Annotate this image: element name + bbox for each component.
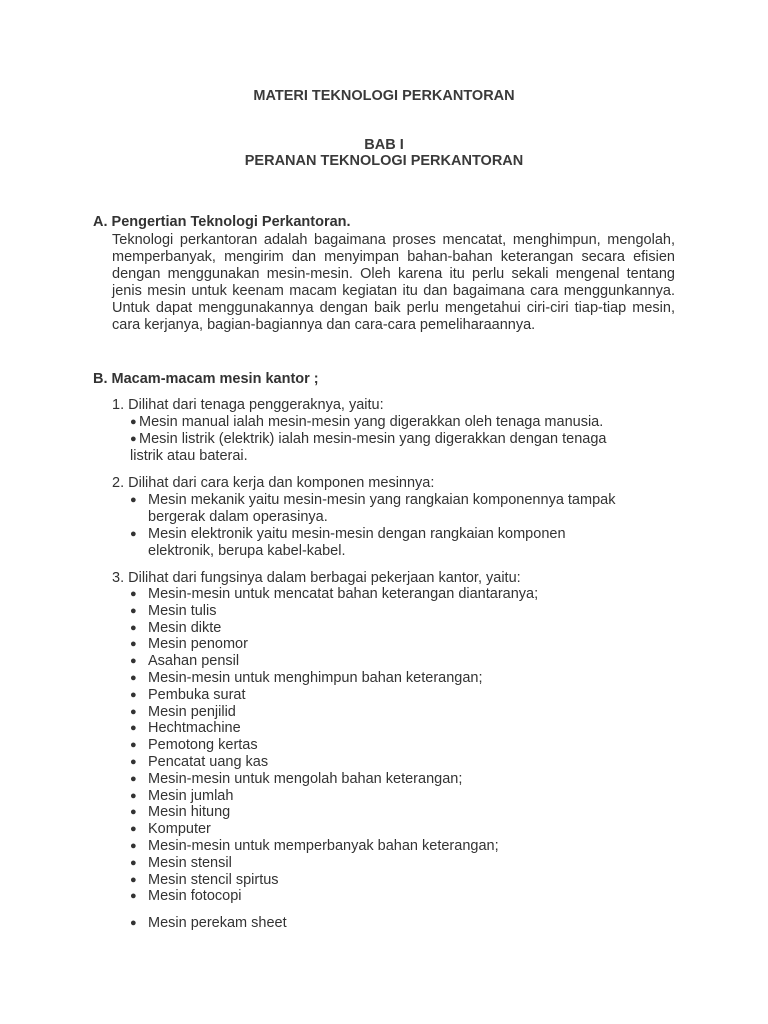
list-item bbox=[130, 492, 615, 510]
bullet-text: Asahan pensil bbox=[148, 653, 240, 670]
bullet-text: Mesin stencil spirtus bbox=[148, 871, 279, 888]
bullet-text: Mesin mekanik yaitu mesin-mesin yang rangkaian komponennya tampak bbox=[148, 492, 616, 508]
list-item-2-label: 2. Dilihat dari cara kerja dan komponen mesinnya: bbox=[112, 475, 435, 491]
bullet-text: Mesin stensil bbox=[148, 854, 232, 871]
list-item bbox=[130, 804, 538, 821]
list-item bbox=[130, 526, 566, 544]
bullet-text-continued: bergerak dalam operasinya. bbox=[148, 509, 328, 525]
bullet-text: Mesin-mesin untuk mencatat bahan keterangan diantaranya; bbox=[148, 586, 539, 602]
bullet-text: Mesin dikte bbox=[148, 619, 222, 636]
bullet-text: Hechtmachine bbox=[148, 720, 241, 737]
bullet-text: Mesin-mesin untuk mengolah bahan keterangan; bbox=[148, 770, 463, 787]
list-item bbox=[130, 603, 538, 620]
document-title: MATERI TEKNOLOGI PERKANTORAN bbox=[253, 88, 515, 104]
bullet-icon: ● bbox=[130, 433, 137, 445]
bullet-text: Mesin penjilid bbox=[148, 703, 236, 720]
bullet-icon: ● bbox=[130, 621, 137, 634]
list-item bbox=[130, 586, 538, 603]
section-a-heading: A. Pengertian Teknologi Perkantoran. bbox=[93, 214, 351, 230]
list-item bbox=[130, 872, 538, 889]
bullet-icon: ● bbox=[130, 823, 137, 836]
bullet-text: Mesin fotocopi bbox=[148, 888, 242, 905]
bullet-icon: ● bbox=[130, 722, 137, 735]
list-item bbox=[130, 788, 538, 805]
list-item bbox=[130, 720, 538, 737]
bullet-text-continued: listrik atau baterai. bbox=[130, 448, 248, 464]
bullet-text: Mesin perekam sheet bbox=[148, 915, 287, 931]
bullet-icon: ● bbox=[130, 416, 137, 428]
chapter-number: BAB I bbox=[364, 137, 404, 153]
list-item bbox=[130, 821, 538, 838]
list-item bbox=[130, 653, 538, 670]
bullet-text: Mesin tulis bbox=[148, 602, 217, 619]
section-a-paragraph: Teknologi perkantoran adalah bagaimana proses mencatat, menghimpun, mengolah, memperbanyak, mengirim dan menyimpan bahan-bahan keterangan secara efisien dengan menggunakan mesin-mesin. Oleh karena itu perlu sekali mengenal tentang jenis mesin untuk keenam macam kegiatan itu dan bagaimana cara menggunkannya. Untuk dapat menggunakannya dengan baik perlu mengetahui ciri-ciri tiap-tiap mesin, cara kerjanya, bagian-bagiannya dan cara-cara pemeliharaannya. bbox=[112, 232, 675, 333]
bullet-icon: ● bbox=[130, 890, 137, 903]
bullet-text: Mesin-mesin untuk menghimpun bahan keterangan; bbox=[148, 669, 483, 686]
bullet-text: Mesin hitung bbox=[148, 804, 231, 821]
chapter-title: PERANAN TEKNOLOGI PERKANTORAN bbox=[244, 153, 524, 169]
list-item bbox=[130, 636, 538, 653]
bullet-icon: ● bbox=[130, 806, 137, 819]
list-item-3-label: 3. Dilihat dari fungsinya dalam berbagai pekerjaan kantor, yaitu: bbox=[112, 570, 521, 586]
bullet-icon: ● bbox=[130, 655, 137, 668]
list-item bbox=[130, 855, 538, 872]
bullet-text-continued: elektronik, berupa kabel-kabel. bbox=[148, 543, 346, 559]
list-item bbox=[130, 754, 538, 771]
bullet-text: Pembuka surat bbox=[148, 686, 246, 703]
list-item bbox=[130, 704, 538, 721]
list-item bbox=[130, 414, 603, 432]
bullet-text: Mesin listrik (elektrik) ialah mesin-mesin yang digerakkan dengan tenaga bbox=[139, 431, 607, 447]
bullet-icon: ● bbox=[130, 839, 137, 852]
list-item bbox=[130, 915, 287, 931]
list-item bbox=[130, 888, 538, 905]
list-item bbox=[130, 771, 538, 788]
bullet-text: Mesin jumlah bbox=[148, 787, 234, 804]
bullet-text: Mesin penomor bbox=[148, 636, 248, 653]
list-item bbox=[130, 838, 538, 855]
bullet-text: Komputer bbox=[148, 821, 211, 838]
bullet-text: Mesin manual ialah mesin-mesin yang digerakkan oleh tenaga manusia. bbox=[139, 414, 604, 430]
bullet-text: Pencatat uang kas bbox=[148, 753, 269, 770]
function-bullet-list bbox=[130, 586, 538, 905]
bullet-icon: ● bbox=[130, 588, 137, 600]
bullet-icon: ● bbox=[130, 688, 137, 701]
list-item bbox=[130, 670, 538, 687]
bullet-icon: ● bbox=[130, 528, 137, 540]
bullet-icon: ● bbox=[130, 638, 137, 651]
list-item bbox=[130, 431, 606, 449]
section-b-heading: B. Macam-macam mesin kantor ; bbox=[93, 371, 319, 387]
bullet-icon: ● bbox=[130, 856, 137, 869]
bullet-icon: ● bbox=[130, 494, 137, 506]
bullet-text: Pemotong kertas bbox=[148, 737, 258, 754]
list-item bbox=[130, 737, 538, 754]
bullet-icon: ● bbox=[130, 873, 137, 886]
bullet-icon: ● bbox=[130, 705, 137, 718]
list-item-1-label: 1. Dilihat dari tenaga penggeraknya, yaitu: bbox=[112, 397, 384, 413]
list-item bbox=[130, 620, 538, 637]
bullet-text: Mesin elektronik yaitu mesin-mesin dengan rangkaian komponen bbox=[148, 526, 566, 542]
bullet-icon: ● bbox=[130, 755, 137, 768]
bullet-icon: ● bbox=[130, 772, 137, 785]
bullet-icon: ● bbox=[130, 917, 137, 929]
bullet-text: Mesin-mesin untuk memperbanyak bahan keterangan; bbox=[148, 837, 499, 854]
bullet-icon: ● bbox=[130, 739, 137, 752]
list-item bbox=[130, 687, 538, 704]
bullet-icon: ● bbox=[130, 604, 137, 617]
bullet-icon: ● bbox=[130, 789, 137, 802]
bullet-icon: ● bbox=[130, 671, 137, 684]
